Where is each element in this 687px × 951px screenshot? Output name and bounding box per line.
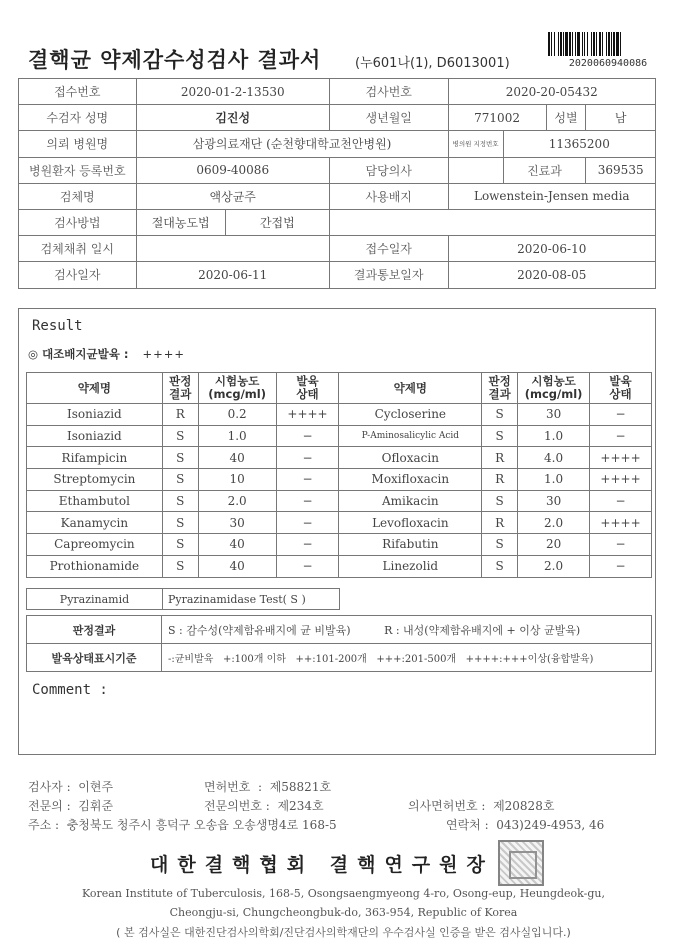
col-result-left: 판정 결과 xyxy=(162,373,198,404)
drug-growth: − xyxy=(590,534,652,556)
drug-growth: − xyxy=(590,425,652,447)
test-date: 2020-06-11 xyxy=(136,262,329,288)
legend-table xyxy=(26,615,652,672)
patient-name: 김진성 xyxy=(136,105,329,131)
address-label: 주소 : xyxy=(28,818,60,832)
growth-legend-2: +:100개 이하 xyxy=(222,654,286,665)
drug-conc: 2.0 xyxy=(518,512,590,534)
drug-growth: ++++ xyxy=(276,404,339,426)
drug-conc: 10 xyxy=(198,469,276,491)
hospital-name: 삼광의료재단 (순천향대학교천안병원) xyxy=(136,131,448,157)
test-no-label: 검사번호 xyxy=(329,79,448,105)
drug-growth: − xyxy=(590,490,652,512)
drug-name: Capreomycin xyxy=(27,534,163,556)
col-conc-left: 시험농도 (mcg/ml) xyxy=(198,373,276,404)
col-conc-right: 시험농도 (mcg/ml) xyxy=(518,373,590,404)
result-title: Result xyxy=(32,318,83,334)
drug-name: Amikacin xyxy=(339,490,482,512)
test-date-label: 검사일자 xyxy=(19,262,137,288)
drug-result: R xyxy=(482,469,518,491)
barcode-bar xyxy=(621,32,623,56)
growth-legend-4: +++:201-500개 xyxy=(376,654,457,665)
judgement-s: S : 감수성(약제함유배지에 균 비발육) xyxy=(168,623,351,637)
specimen-value: 액상균주 xyxy=(136,183,329,209)
col-drug-left: 약제명 xyxy=(27,373,163,404)
drug-result: S xyxy=(162,425,198,447)
contact-label: 연락처 : xyxy=(446,818,489,832)
drug-conc: 2.0 xyxy=(198,490,276,512)
doctor-license-label: 의사면허번호 : xyxy=(408,799,486,813)
document-title: 결핵균 약제감수성검사 결과서 xyxy=(28,48,322,72)
birth-date: 771002 xyxy=(448,105,546,131)
method-label: 검사방법 xyxy=(19,209,137,235)
dept-label: 진료과 xyxy=(503,157,586,183)
drug-growth: ++++ xyxy=(590,469,652,491)
table-row xyxy=(27,404,652,426)
pyrazinamid-table xyxy=(26,588,340,610)
barcode-number: 2020060940086 xyxy=(568,58,648,69)
receive-date-label: 접수일자 xyxy=(329,236,448,262)
col-growth-right: 발육 상태 xyxy=(590,373,652,404)
drug-result: S xyxy=(162,512,198,534)
address-value: 충청북도 청주시 흥덕구 오송읍 오송생명4로 168-5 xyxy=(66,818,337,832)
drug-growth: − xyxy=(590,555,652,577)
drug-result: R xyxy=(482,512,518,534)
hospital-code: 11365200 xyxy=(503,131,655,157)
growth-legend-label: 발육상태표시기준 xyxy=(27,644,162,672)
hospital-label: 의뢰 병원명 xyxy=(19,131,137,157)
drug-conc: 30 xyxy=(518,404,590,426)
control-growth-value: ++++ xyxy=(142,347,185,361)
drug-result: S xyxy=(162,534,198,556)
drug-result: S xyxy=(162,555,198,577)
drug-growth: − xyxy=(276,425,339,447)
judgement-label: 판정결과 xyxy=(27,616,162,644)
doctor-label: 담당의사 xyxy=(329,157,448,183)
drug-susceptibility-table xyxy=(26,372,652,578)
receipt-no: 2020-01-2-13530 xyxy=(136,79,329,105)
doctor-license-line xyxy=(408,797,554,814)
drug-result: S xyxy=(482,490,518,512)
medium-label: 사용배지 xyxy=(329,183,448,209)
growth-legend-1: -:균비발육 xyxy=(168,654,214,665)
english-address-1: Korean Institute of Tuberculosis, 168-5, Osongsaengmyeong 4-ro, Osong-eup, Heungdeok-gu, xyxy=(81,887,605,900)
judgement-r: R : 내성(약제함유배지에 + 이상 균발육) xyxy=(384,623,581,637)
drug-name: Linezolid xyxy=(339,555,482,577)
drug-conc: 40 xyxy=(198,555,276,577)
drug-conc: 2.0 xyxy=(518,555,590,577)
drug-growth: − xyxy=(276,512,339,534)
table-row xyxy=(27,490,652,512)
drug-name: Ethambutol xyxy=(27,490,163,512)
license-number: 제58821호 xyxy=(269,780,332,794)
drug-result: S xyxy=(482,425,518,447)
english-address-2: Cheongju-si, Chungcheongbuk-do, 363-954, Republic of Korea xyxy=(169,906,518,919)
specialist-name: 김휘준 xyxy=(78,799,114,813)
drug-conc: 4.0 xyxy=(518,447,590,469)
table-row xyxy=(27,425,652,447)
col-result-right: 판정 결과 xyxy=(482,373,518,404)
drug-name: Moxifloxacin xyxy=(339,469,482,491)
drug-name: Levofloxacin xyxy=(339,512,482,534)
judgement-legend xyxy=(162,616,652,644)
form-code: (누601나(1), D6013001) xyxy=(355,56,510,71)
document-header xyxy=(28,40,668,76)
drug-name: Rifampicin xyxy=(27,447,163,469)
birth-label: 생년월일 xyxy=(329,105,448,131)
tester-line xyxy=(28,778,113,795)
drug-result: S xyxy=(162,490,198,512)
control-growth xyxy=(28,346,185,362)
barcode-image xyxy=(548,32,666,56)
drug-growth: ++++ xyxy=(590,512,652,534)
drug-name: Ofloxacin xyxy=(339,447,482,469)
specimen-label: 검체명 xyxy=(19,183,137,209)
report-date: 2020-08-05 xyxy=(448,262,655,288)
drug-conc: 1.0 xyxy=(518,425,590,447)
receipt-no-label: 접수번호 xyxy=(19,79,137,105)
tester-name: 이현주 xyxy=(78,780,114,794)
patient-name-label: 수검자 성명 xyxy=(19,105,137,131)
growth-legend-3: ++:101-200개 xyxy=(295,654,367,665)
drug-name: Cycloserine xyxy=(339,404,482,426)
control-growth-label: 대조배지균발육 : xyxy=(42,347,129,361)
sex-value: 남 xyxy=(586,105,656,131)
organization-name: 대한결핵협회 결핵연구원장 xyxy=(150,854,494,876)
medium-value: Lowenstein-Jensen media xyxy=(448,183,655,209)
growth-legend-5: ++++:+++이상(융합발육) xyxy=(465,654,594,665)
method-value-2: 간접법 xyxy=(225,209,329,235)
table-row xyxy=(27,512,652,534)
drug-conc: 30 xyxy=(198,512,276,534)
double-circle-icon: ◎ xyxy=(28,347,39,361)
license-label: 면허번호 xyxy=(204,780,251,794)
tester-label: 검사자 : xyxy=(28,780,71,794)
table-row xyxy=(27,469,652,491)
drug-growth: − xyxy=(276,555,339,577)
drug-growth: − xyxy=(276,447,339,469)
drug-conc: 30 xyxy=(518,490,590,512)
drug-growth: − xyxy=(276,469,339,491)
result-section xyxy=(18,308,656,755)
drug-conc: 20 xyxy=(518,534,590,556)
drug-result: R xyxy=(162,404,198,426)
drug-name: Rifabutin xyxy=(339,534,482,556)
comment-label: Comment : xyxy=(32,682,108,698)
drug-result: S xyxy=(162,447,198,469)
drug-conc: 1.0 xyxy=(518,469,590,491)
drug-name: Kanamycin xyxy=(27,512,163,534)
specialist-label: 전문의 : xyxy=(28,799,71,813)
drug-result: S xyxy=(482,404,518,426)
drug-name: Streptomycin xyxy=(27,469,163,491)
drug-conc: 40 xyxy=(198,534,276,556)
sex-label: 성별 xyxy=(546,105,586,131)
specialist-license-number: 제234호 xyxy=(277,799,324,813)
reg-no-label: 병원환자 등록번호 xyxy=(19,157,137,183)
drug-result: S xyxy=(482,534,518,556)
hospital-code-label: 병의원 지정번호 xyxy=(448,131,503,157)
pyrazinamid-value: Pyrazinamidase Test( S ) xyxy=(163,589,340,610)
collect-date xyxy=(136,236,329,262)
drug-conc: 1.0 xyxy=(198,425,276,447)
drug-name: Prothionamide xyxy=(27,555,163,577)
official-seal-icon xyxy=(498,840,544,886)
test-no: 2020-20-05432 xyxy=(448,79,655,105)
receive-date: 2020-06-10 xyxy=(448,236,655,262)
table-row xyxy=(27,555,652,577)
reg-no: 0609-40086 xyxy=(136,157,329,183)
drug-conc: 0.2 xyxy=(198,404,276,426)
certification-note: ( 본 검사실은 대한진단검사의학회/진단검사의학재단의 우수검사실 인증을 받은 검사실입니다.) xyxy=(116,926,571,939)
table-row xyxy=(27,447,652,469)
drug-growth: ++++ xyxy=(590,447,652,469)
collect-date-label: 검체채취 일시 xyxy=(19,236,137,262)
growth-legend xyxy=(162,644,652,672)
address-line xyxy=(28,816,337,833)
method-value-1: 절대농도법 xyxy=(136,209,225,235)
specialist-license-line xyxy=(204,797,324,814)
drug-result: S xyxy=(482,555,518,577)
dept-value: 369535 xyxy=(586,157,656,183)
drug-result: R xyxy=(482,447,518,469)
drug-growth: − xyxy=(276,534,339,556)
drug-growth: − xyxy=(590,404,652,426)
drug-name: Isoniazid xyxy=(27,404,163,426)
contact-value: 043)249-4953, 46 xyxy=(496,818,605,832)
col-drug-right: 약제명 xyxy=(339,373,482,404)
license-line: 면허번호 : 제58821호 xyxy=(204,780,332,794)
doctor-license-number: 제20828호 xyxy=(493,799,555,813)
doctor-name xyxy=(448,157,503,183)
drug-name: P-Aminosalicylic Acid xyxy=(339,425,482,447)
specialist-license-label: 전문의번호 : xyxy=(204,799,270,813)
drug-conc: 40 xyxy=(198,447,276,469)
table-row xyxy=(27,534,652,556)
drug-result: S xyxy=(162,469,198,491)
pyrazinamid-label: Pyrazinamid xyxy=(27,589,163,610)
contact-line xyxy=(446,816,604,833)
patient-info-table xyxy=(18,78,656,289)
report-date-label: 결과통보일자 xyxy=(329,262,448,288)
method-empty xyxy=(329,209,655,235)
specialist-line xyxy=(28,797,113,814)
drug-name: Isoniazid xyxy=(27,425,163,447)
drug-growth: − xyxy=(276,490,339,512)
col-growth-left: 발육 상태 xyxy=(276,373,339,404)
